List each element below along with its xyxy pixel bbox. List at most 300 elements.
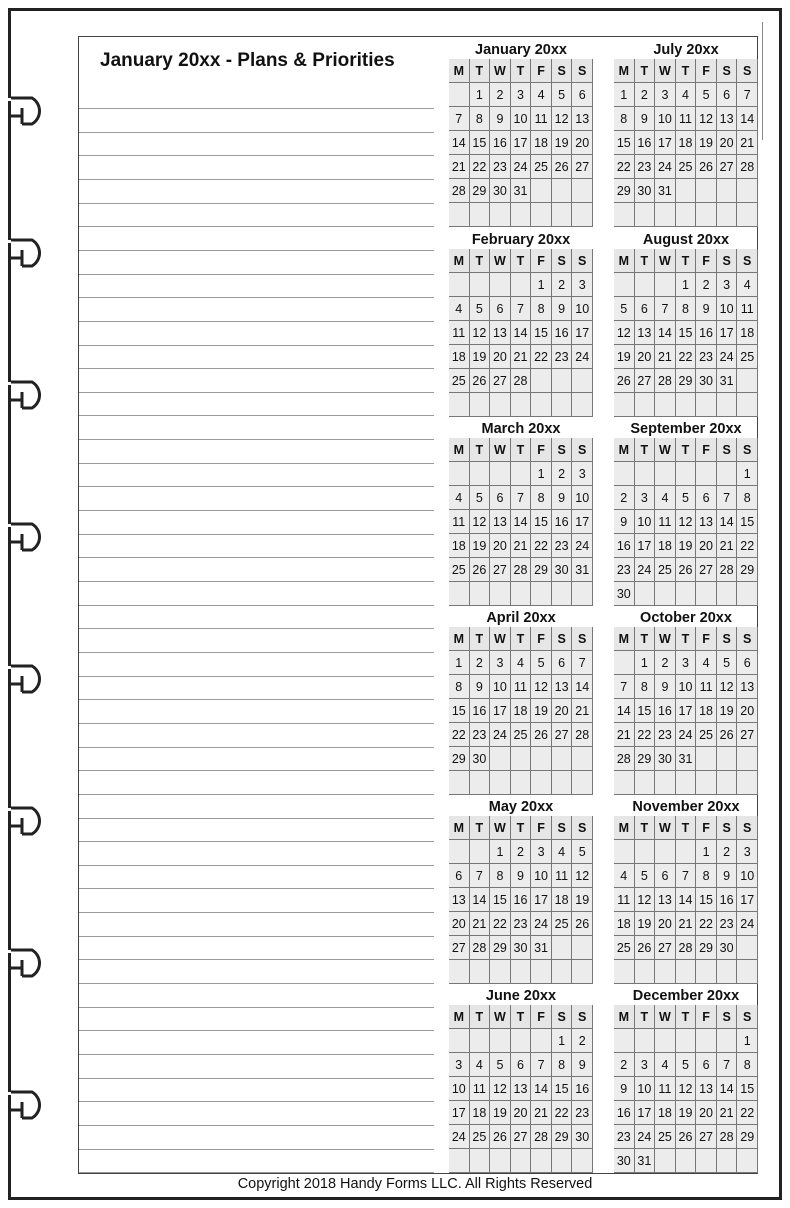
weekday-header: S (717, 59, 738, 83)
weekday-header: S (572, 1005, 593, 1029)
day-cell (614, 651, 635, 675)
day-cell: 28 (511, 558, 532, 582)
day-cell: 11 (614, 888, 635, 912)
day-cell: 20 (737, 699, 758, 723)
day-cell (614, 840, 635, 864)
day-cell: 25 (449, 369, 470, 393)
day-cell: 2 (552, 273, 573, 297)
day-cell (655, 960, 676, 984)
day-cell (490, 273, 511, 297)
day-cell (717, 582, 738, 606)
day-cell (449, 203, 470, 227)
day-cell: 25 (676, 155, 697, 179)
day-cell: 27 (552, 723, 573, 747)
week-row (614, 534, 758, 558)
day-cell: 10 (572, 486, 593, 510)
day-cell: 24 (449, 1125, 470, 1149)
day-cell: 29 (449, 747, 470, 771)
week-row (614, 840, 758, 864)
day-cell: 30 (614, 582, 635, 606)
week-row (614, 1125, 758, 1149)
day-cell: 18 (696, 699, 717, 723)
day-cell: 21 (511, 534, 532, 558)
day-cell (737, 582, 758, 606)
weekday-header: T (676, 1005, 697, 1029)
day-cell: 24 (737, 912, 758, 936)
day-cell: 4 (655, 1053, 676, 1077)
day-cell: 29 (676, 369, 697, 393)
day-cell: 19 (614, 345, 635, 369)
weekday-header: S (572, 249, 593, 273)
day-cell: 28 (511, 369, 532, 393)
day-cell: 6 (449, 864, 470, 888)
day-cell (696, 960, 717, 984)
day-cell: 18 (449, 345, 470, 369)
day-cell: 6 (572, 83, 593, 107)
day-cell: 5 (552, 83, 573, 107)
week-row (449, 840, 593, 864)
day-cell (552, 393, 573, 417)
day-cell (572, 582, 593, 606)
day-cell (470, 582, 491, 606)
day-cell: 16 (470, 699, 491, 723)
copyright-footer: Copyright 2018 Handy Forms LLC. All Rights Reserved (237, 1176, 593, 1192)
day-cell: 27 (490, 558, 511, 582)
day-cell (655, 203, 676, 227)
day-cell: 25 (449, 558, 470, 582)
day-cell: 9 (696, 297, 717, 321)
day-cell: 19 (635, 912, 656, 936)
weekday-header: M (449, 59, 470, 83)
note-line (79, 392, 434, 393)
day-cell (449, 83, 470, 107)
day-cell: 15 (696, 888, 717, 912)
weekday-header: S (572, 816, 593, 840)
day-cell: 28 (470, 936, 491, 960)
day-cell: 24 (676, 723, 697, 747)
weekday-header: T (676, 249, 697, 273)
weekday-header: T (470, 627, 491, 651)
day-cell: 17 (676, 699, 697, 723)
day-cell: 19 (552, 131, 573, 155)
day-cell (655, 771, 676, 795)
day-cell: 7 (511, 486, 532, 510)
week-row (449, 1029, 593, 1053)
day-cell (717, 771, 738, 795)
day-cell: 27 (572, 155, 593, 179)
day-cell: 4 (531, 83, 552, 107)
day-cell: 22 (737, 534, 758, 558)
note-line (79, 652, 434, 653)
day-cell (552, 179, 573, 203)
day-cell (511, 393, 532, 417)
day-cell: 11 (531, 107, 552, 131)
day-cell: 23 (470, 723, 491, 747)
note-line (79, 486, 434, 487)
day-cell (696, 771, 717, 795)
day-cell: 16 (552, 321, 573, 345)
day-cell: 8 (449, 675, 470, 699)
day-cell (676, 771, 697, 795)
day-cell: 3 (635, 1053, 656, 1077)
week-row (614, 203, 758, 227)
day-cell (531, 582, 552, 606)
day-cell: 18 (511, 699, 532, 723)
day-cell (676, 179, 697, 203)
day-cell: 13 (490, 321, 511, 345)
week-row (614, 179, 758, 203)
day-cell (449, 1029, 470, 1053)
day-cell: 26 (676, 558, 697, 582)
day-cell: 8 (490, 864, 511, 888)
weekday-header: W (490, 627, 511, 651)
day-cell: 9 (552, 297, 573, 321)
week-row (614, 510, 758, 534)
day-cell: 13 (717, 107, 738, 131)
day-cell: 1 (531, 462, 552, 486)
day-cell: 21 (531, 1101, 552, 1125)
day-cell: 4 (655, 486, 676, 510)
day-cell (449, 771, 470, 795)
day-cell (511, 582, 532, 606)
day-cell (552, 369, 573, 393)
day-cell: 23 (490, 155, 511, 179)
day-cell (614, 273, 635, 297)
month-title: April 20xx (486, 610, 556, 626)
day-cell: 20 (572, 131, 593, 155)
day-cell: 22 (490, 912, 511, 936)
day-cell: 23 (717, 912, 738, 936)
weekday-header: S (552, 59, 573, 83)
day-cell: 25 (470, 1125, 491, 1149)
note-line (79, 605, 434, 606)
day-cell: 6 (717, 83, 738, 107)
note-line (79, 132, 434, 133)
week-row (614, 83, 758, 107)
day-cell (572, 960, 593, 984)
day-cell (552, 203, 573, 227)
weekday-header-row (614, 816, 758, 840)
note-line (79, 321, 434, 322)
day-cell: 14 (449, 131, 470, 155)
day-cell: 27 (655, 936, 676, 960)
weekday-header: M (449, 627, 470, 651)
day-cell: 24 (655, 155, 676, 179)
day-cell: 21 (717, 1101, 738, 1125)
day-cell: 26 (717, 723, 738, 747)
day-cell: 25 (531, 155, 552, 179)
day-cell (531, 393, 552, 417)
day-cell: 3 (572, 273, 593, 297)
note-line (79, 1149, 434, 1150)
day-cell: 9 (614, 510, 635, 534)
weekday-header: T (635, 438, 656, 462)
weekday-header: W (490, 816, 511, 840)
weekday-header: T (635, 249, 656, 273)
week-row (614, 1149, 758, 1173)
weekday-header-row (614, 249, 758, 273)
day-cell: 3 (676, 651, 697, 675)
day-cell: 26 (552, 155, 573, 179)
day-cell: 13 (635, 321, 656, 345)
day-cell: 5 (696, 83, 717, 107)
note-line (79, 250, 434, 251)
weekday-header: T (511, 816, 532, 840)
day-cell (717, 203, 738, 227)
day-cell: 4 (737, 273, 758, 297)
day-cell: 14 (572, 675, 593, 699)
note-line (79, 179, 434, 180)
note-line (79, 983, 434, 984)
day-cell: 24 (635, 1125, 656, 1149)
day-cell: 20 (696, 1101, 717, 1125)
day-cell: 15 (490, 888, 511, 912)
day-cell (696, 1029, 717, 1053)
day-cell: 30 (614, 1149, 635, 1173)
note-line (79, 912, 434, 913)
day-cell (511, 960, 532, 984)
day-cell (572, 203, 593, 227)
day-cell: 12 (470, 321, 491, 345)
day-cell: 27 (490, 369, 511, 393)
day-cell (572, 936, 593, 960)
day-cell: 5 (490, 1053, 511, 1077)
day-cell: 4 (552, 840, 573, 864)
weekday-header: S (572, 627, 593, 651)
note-line (79, 865, 434, 866)
weekday-header: S (552, 1005, 573, 1029)
week-row (449, 155, 593, 179)
weekday-header: T (511, 1005, 532, 1029)
weekday-header: S (717, 249, 738, 273)
day-cell (531, 203, 552, 227)
day-cell: 17 (717, 321, 738, 345)
day-cell: 28 (676, 936, 697, 960)
day-cell: 29 (635, 747, 656, 771)
binder-ring-icon (0, 370, 56, 414)
day-cell: 22 (614, 155, 635, 179)
day-cell (635, 462, 656, 486)
month-title: May 20xx (488, 799, 554, 815)
weekday-header: T (511, 59, 532, 83)
day-cell: 4 (696, 651, 717, 675)
day-cell: 18 (676, 131, 697, 155)
day-cell: 29 (552, 1125, 573, 1149)
day-cell (655, 273, 676, 297)
day-cell: 21 (676, 912, 697, 936)
day-cell: 1 (449, 651, 470, 675)
day-cell: 21 (449, 155, 470, 179)
day-cell (449, 960, 470, 984)
week-row (614, 393, 758, 417)
day-cell: 13 (511, 1077, 532, 1101)
day-cell: 25 (696, 723, 717, 747)
day-cell: 10 (511, 107, 532, 131)
day-cell (490, 1029, 511, 1053)
day-cell: 30 (655, 747, 676, 771)
day-cell: 10 (449, 1077, 470, 1101)
day-cell: 1 (614, 83, 635, 107)
day-cell: 10 (737, 864, 758, 888)
note-line (79, 1172, 434, 1173)
binder-ring-icon (0, 1080, 56, 1124)
day-cell: 24 (635, 558, 656, 582)
day-cell: 26 (635, 936, 656, 960)
day-cell: 1 (552, 1029, 573, 1053)
day-cell: 5 (470, 297, 491, 321)
day-cell (655, 582, 676, 606)
note-line (79, 368, 434, 369)
note-line (79, 297, 434, 298)
day-cell (449, 462, 470, 486)
day-cell (572, 369, 593, 393)
day-cell: 3 (572, 462, 593, 486)
week-row (614, 912, 758, 936)
day-cell: 20 (717, 131, 738, 155)
weekday-header: S (737, 816, 758, 840)
weekday-header: F (696, 249, 717, 273)
week-row (614, 582, 758, 606)
day-cell: 31 (635, 1149, 656, 1173)
day-cell (552, 747, 573, 771)
weekday-header: F (696, 627, 717, 651)
weekday-header: T (511, 249, 532, 273)
day-cell (655, 1149, 676, 1173)
day-cell: 25 (511, 723, 532, 747)
week-row (449, 369, 593, 393)
day-cell: 23 (614, 1125, 635, 1149)
day-cell: 22 (737, 1101, 758, 1125)
day-cell: 27 (511, 1125, 532, 1149)
day-cell: 9 (655, 675, 676, 699)
day-cell (655, 840, 676, 864)
day-cell: 24 (490, 723, 511, 747)
day-cell (655, 1029, 676, 1053)
weekday-header-row (449, 438, 593, 462)
day-cell: 4 (449, 486, 470, 510)
day-cell: 29 (614, 179, 635, 203)
weekday-header: S (552, 816, 573, 840)
day-cell: 13 (490, 510, 511, 534)
day-cell (470, 771, 491, 795)
day-cell: 7 (717, 1053, 738, 1077)
day-cell: 7 (614, 675, 635, 699)
weekday-header-row (614, 59, 758, 83)
day-cell: 10 (717, 297, 738, 321)
day-cell: 29 (490, 936, 511, 960)
day-cell: 15 (449, 699, 470, 723)
day-cell: 17 (449, 1101, 470, 1125)
weekday-header: M (449, 249, 470, 273)
day-cell: 23 (572, 1101, 593, 1125)
week-row (614, 321, 758, 345)
day-cell: 31 (717, 369, 738, 393)
page-title: January 20xx - Plans & Priorities (100, 50, 395, 71)
weekday-header: M (614, 627, 635, 651)
weekday-header: F (696, 438, 717, 462)
day-cell: 31 (531, 936, 552, 960)
day-cell: 12 (614, 321, 635, 345)
week-row (449, 582, 593, 606)
day-cell: 7 (531, 1053, 552, 1077)
day-cell: 2 (470, 651, 491, 675)
weekday-header-row (449, 816, 593, 840)
weekday-header-row (614, 438, 758, 462)
day-cell: 17 (572, 321, 593, 345)
day-cell: 19 (676, 534, 697, 558)
weekday-header: W (655, 59, 676, 83)
day-cell (614, 393, 635, 417)
day-cell: 14 (655, 321, 676, 345)
week-row (449, 747, 593, 771)
day-cell: 27 (737, 723, 758, 747)
day-cell: 6 (511, 1053, 532, 1077)
day-cell: 21 (470, 912, 491, 936)
day-cell: 14 (511, 510, 532, 534)
day-cell (696, 582, 717, 606)
day-cell (737, 960, 758, 984)
day-cell: 2 (717, 840, 738, 864)
day-cell: 18 (655, 534, 676, 558)
day-cell (470, 393, 491, 417)
day-cell: 9 (635, 107, 656, 131)
day-cell: 15 (676, 321, 697, 345)
week-row (614, 699, 758, 723)
note-line (79, 628, 434, 629)
note-line (79, 1054, 434, 1055)
note-line (79, 1125, 434, 1126)
day-cell: 29 (737, 558, 758, 582)
day-cell: 14 (511, 321, 532, 345)
day-cell: 13 (655, 888, 676, 912)
weekday-header-row (449, 249, 593, 273)
day-cell: 11 (655, 510, 676, 534)
day-cell: 30 (717, 936, 738, 960)
week-row (614, 1053, 758, 1077)
day-cell: 14 (737, 107, 758, 131)
week-row (449, 723, 593, 747)
week-row (449, 297, 593, 321)
weekday-header: S (717, 627, 738, 651)
day-cell: 6 (696, 1053, 717, 1077)
weekday-header: T (676, 59, 697, 83)
week-row (614, 297, 758, 321)
day-cell: 24 (572, 345, 593, 369)
weekday-header: T (676, 627, 697, 651)
day-cell: 17 (531, 888, 552, 912)
day-cell (676, 203, 697, 227)
day-cell: 7 (511, 297, 532, 321)
day-cell (676, 393, 697, 417)
day-cell: 8 (696, 864, 717, 888)
day-cell (490, 747, 511, 771)
day-cell: 17 (635, 1101, 656, 1125)
weekday-header: T (470, 249, 491, 273)
day-cell: 16 (614, 1101, 635, 1125)
day-cell (676, 1029, 697, 1053)
day-cell: 19 (572, 888, 593, 912)
day-cell: 17 (572, 510, 593, 534)
week-row (614, 462, 758, 486)
day-cell: 26 (531, 723, 552, 747)
day-cell: 20 (655, 912, 676, 936)
day-cell: 22 (449, 723, 470, 747)
month-title: July 20xx (653, 42, 719, 58)
weekday-header: M (614, 438, 635, 462)
day-cell: 21 (655, 345, 676, 369)
day-cell (511, 1029, 532, 1053)
day-cell: 15 (531, 321, 552, 345)
